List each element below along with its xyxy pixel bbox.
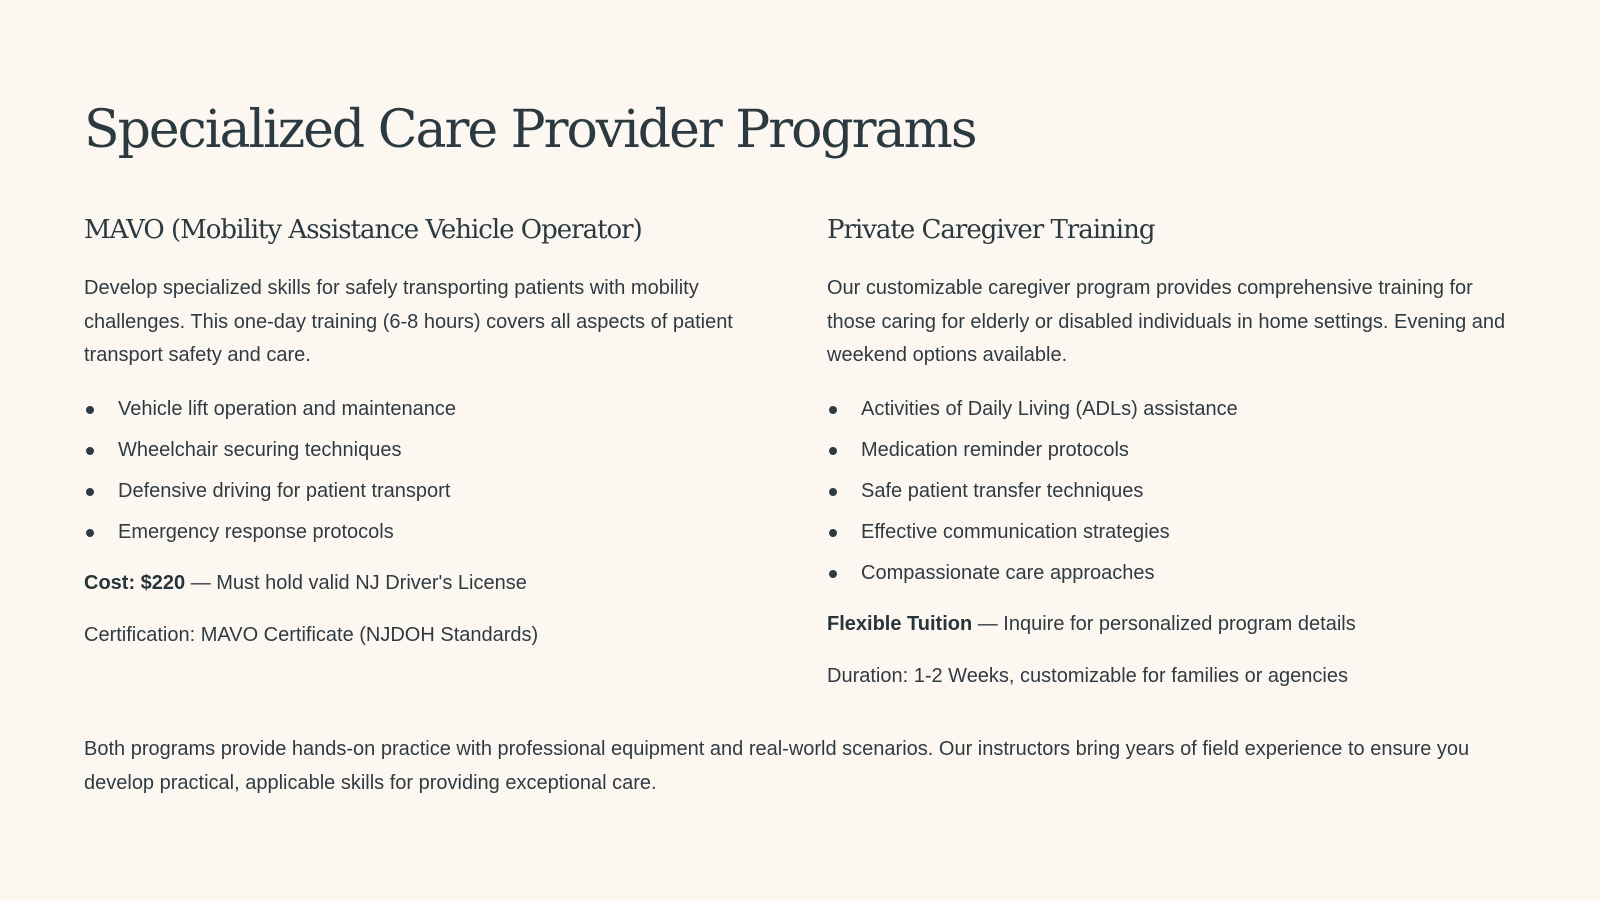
- program-tuition: [827, 608, 1517, 640]
- list-item-text: Effective communication strategies: [861, 520, 1170, 543]
- program-feature-list: [827, 389, 1517, 594]
- bullet-icon: [829, 406, 837, 414]
- list-item: [827, 471, 1517, 512]
- list-item: [827, 430, 1517, 471]
- bullet-icon: [829, 488, 837, 496]
- page-title: Specialized Care Provider Programs: [84, 100, 976, 160]
- list-item: [827, 553, 1517, 594]
- list-item-text: Safe patient transfer techniques: [861, 479, 1144, 502]
- bullet-icon: [86, 406, 94, 414]
- program-duration: Duration: 1-2 Weeks, customizable for families or agencies: [827, 664, 1348, 687]
- list-item: [84, 471, 774, 512]
- bullet-icon: [86, 529, 94, 537]
- list-item: [84, 430, 774, 471]
- tuition-note: — Inquire for personalized program details: [972, 612, 1356, 635]
- footer-note: Both programs provide hands-on practice with professional equipment and real-world scenarios. Our instructors bring years of field experience to ensure you develop practical, applicable skills for providing exceptional care.: [84, 738, 1470, 794]
- list-item: [827, 389, 1517, 430]
- bullet-icon: [829, 529, 837, 537]
- cost-note: — Must hold valid NJ Driver's License: [185, 571, 527, 594]
- bullet-icon: [86, 488, 94, 496]
- program-feature-list: [84, 389, 774, 553]
- program-title: MAVO (Mobility Assistance Vehicle Operator): [84, 215, 642, 245]
- list-item: [84, 512, 774, 553]
- list-item-text: Activities of Daily Living (ADLs) assistance: [861, 397, 1238, 420]
- tuition-label: Flexible Tuition: [827, 612, 973, 635]
- program-cost: [84, 567, 774, 599]
- bullet-icon: [86, 447, 94, 455]
- program-certification: Certification: MAVO Certificate (NJDOH Standards): [84, 623, 539, 646]
- list-item-text: Wheelchair securing techniques: [118, 438, 402, 461]
- program-mavo: [84, 212, 774, 671]
- list-item: [84, 389, 774, 430]
- list-item-text: Compassionate care approaches: [861, 561, 1155, 584]
- list-item: [827, 512, 1517, 553]
- bullet-icon: [829, 570, 837, 578]
- program-description: Our customizable caregiver program provides comprehensive training for those caring for elderly or disabled individuals in home settings. Evening and weekend options available.: [827, 277, 1506, 366]
- list-item-text: Vehicle lift operation and maintenance: [118, 397, 457, 420]
- list-item-text: Medication reminder protocols: [861, 438, 1129, 461]
- program-description: Develop specialized skills for safely transporting patients with mobility challenges. This one-day training (6-8 hours) covers all aspects of patient transport safety and care.: [84, 277, 733, 366]
- list-item-text: Emergency response protocols: [118, 520, 394, 543]
- list-item-text: Defensive driving for patient transport: [118, 479, 451, 502]
- program-title: Private Caregiver Training: [827, 215, 1155, 245]
- cost-label: Cost: $220: [84, 571, 186, 594]
- program-private-caregiver: [827, 212, 1517, 712]
- bullet-icon: [829, 447, 837, 455]
